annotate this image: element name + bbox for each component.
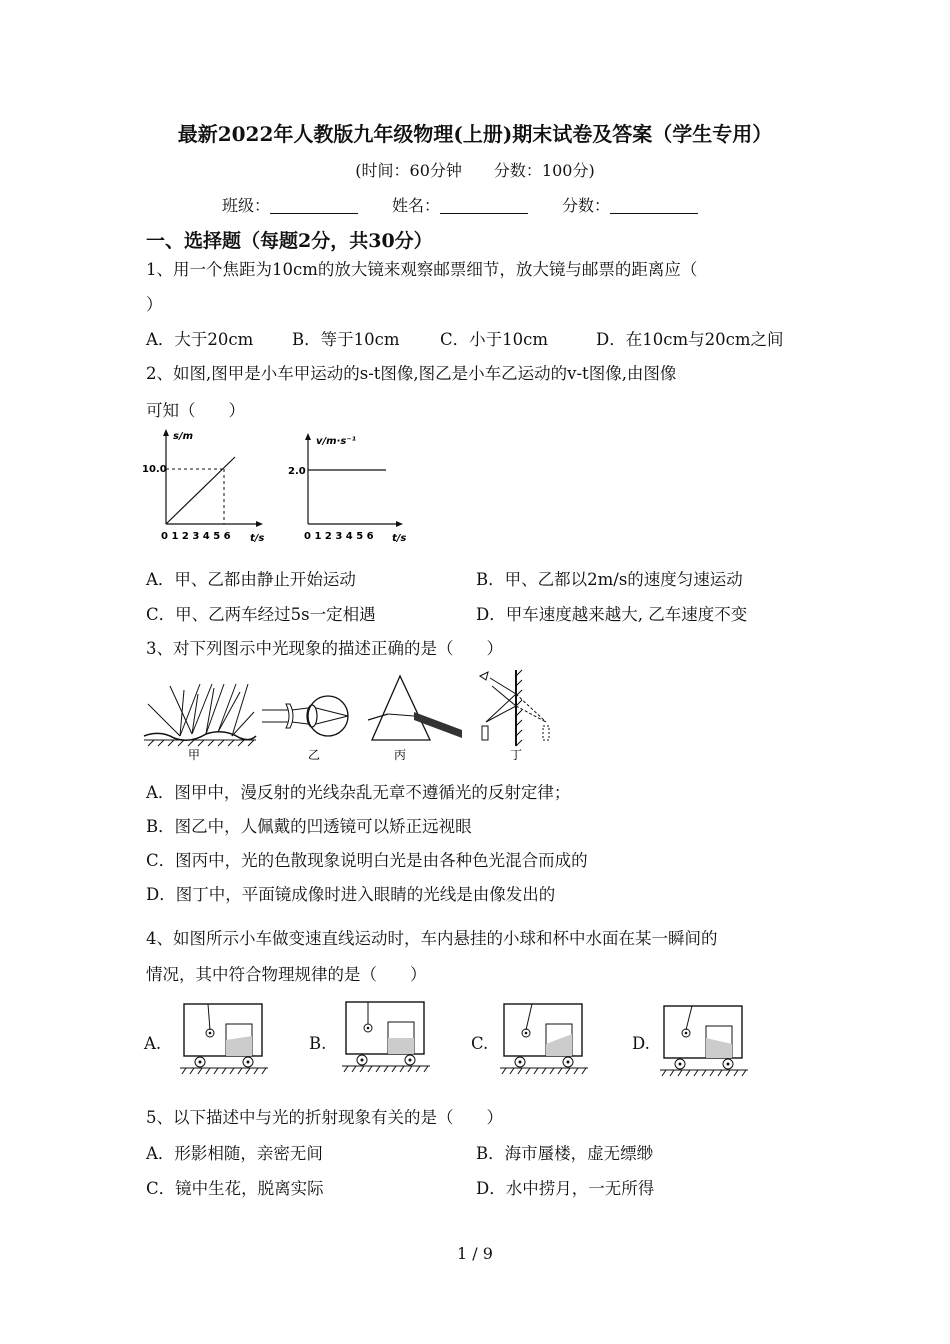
q2-graphs <box>140 424 410 548</box>
class-label: 班级： <box>222 196 271 215</box>
q1-stem-line1: 1、用一个焦距为10cm的放大镜来观察邮票细节，放大镜与邮票的距离应（ <box>146 260 698 279</box>
section-heading: 一、选择题（每题2分，共30分） <box>146 230 433 252</box>
q4-option-c-letter[interactable]: C. <box>471 1034 489 1053</box>
q4-option-b-letter[interactable]: B. <box>309 1034 327 1053</box>
vt-yvalue: 2.0 <box>288 466 306 477</box>
q5-stem: 5、以下描述中与光的折射现象有关的是（ ） <box>146 1108 503 1127</box>
score-blank[interactable] <box>610 197 698 214</box>
vt-xlabel: t/s <box>392 533 407 544</box>
page-title: 最新2022年人教版九年级物理(上册)期末试卷及答案（学生专用） <box>177 122 773 146</box>
page-number: 1 / 9 <box>457 1244 493 1263</box>
label-yi: 乙 <box>308 748 321 762</box>
vt-graph <box>288 433 406 544</box>
q5-option-c[interactable]: C．镜中生花，脱离实际 <box>146 1179 324 1198</box>
fig-prism <box>368 676 462 762</box>
q2-option-d[interactable]: D．甲车速度越来越大, 乙车速度不变 <box>476 605 748 624</box>
q3-option-d[interactable]: D．图丁中，平面镜成像时进入眼睛的光线是由像发出的 <box>146 885 556 904</box>
exam-time-score: (时间：60分钟 分数：100分) <box>355 161 595 180</box>
label-bing: 丙 <box>394 748 407 762</box>
q4-cart-a <box>178 1000 270 1078</box>
q2-stem-line1: 2、如图,图甲是小车甲运动的s-t图像,图乙是小车乙运动的v-t图像,由图像 <box>146 364 677 383</box>
q2-option-c[interactable]: C．甲、乙两车经过5s一定相遇 <box>146 605 376 624</box>
fig-eye-lens <box>262 696 348 762</box>
st-graph <box>142 429 264 544</box>
st-xticks: 0 1 2 3 4 5 6 <box>161 531 231 542</box>
score-label: 分数： <box>562 196 611 215</box>
q4-cart-d <box>658 1002 750 1080</box>
st-xlabel: t/s <box>250 533 265 544</box>
q3-light-figures <box>140 666 560 766</box>
fig-diffuse-reflection <box>144 684 256 762</box>
st-yvalue: 10.0 <box>142 464 167 475</box>
q1-option-d[interactable]: D．在10cm与20cm之间 <box>596 330 784 349</box>
q5-option-a[interactable]: A．形影相随，亲密无间 <box>146 1144 323 1163</box>
name-label: 姓名： <box>392 196 441 215</box>
q3-option-c[interactable]: C．图丙中，光的色散现象说明白光是由各种色光混合而成的 <box>146 851 588 870</box>
vt-xticks: 0 1 2 3 4 5 6 <box>304 531 374 542</box>
q2-option-a[interactable]: A．甲、乙都由静止开始运动 <box>146 570 356 589</box>
q4-stem-line2: 情况，其中符合物理规律的是（ ） <box>146 965 427 984</box>
q5-option-b[interactable]: B．海市蜃楼，虚无缥缈 <box>476 1144 654 1163</box>
student-info-fields <box>222 193 698 216</box>
q4-option-d-letter[interactable]: D. <box>632 1034 650 1053</box>
label-jia: 甲 <box>188 748 201 762</box>
q1-option-c[interactable]: C．小于10cm <box>440 330 549 349</box>
fig-plane-mirror <box>480 670 549 762</box>
q2-stem-line2: 可知（ ） <box>146 401 245 420</box>
q1-option-b[interactable]: B．等于10cm <box>292 330 400 349</box>
q4-cart-c <box>498 1000 590 1078</box>
q4-stem-line1: 4、如图所示小车做变速直线运动时，车内悬挂的小球和杯中水面在某一瞬间的 <box>146 929 718 948</box>
q3-option-a[interactable]: A．图甲中，漫反射的光线杂乱无章不遵循光的反射定律； <box>146 783 571 802</box>
q3-option-b[interactable]: B．图乙中，人佩戴的凹透镜可以矫正远视眼 <box>146 817 472 836</box>
name-blank[interactable] <box>440 197 528 214</box>
q1-option-a[interactable]: A．大于20cm <box>146 330 254 349</box>
vt-ylabel: v/m·s⁻¹ <box>316 436 356 447</box>
q3-stem: 3、对下列图示中光现象的描述正确的是（ ） <box>146 639 503 658</box>
class-blank[interactable] <box>270 197 358 214</box>
st-ylabel: s/m <box>173 431 194 442</box>
q1-stem-line2: ） <box>146 295 163 314</box>
q4-option-a-letter[interactable]: A. <box>144 1034 162 1053</box>
label-ding: 丁 <box>510 748 523 762</box>
q2-option-b[interactable]: B．甲、乙都以2m/s的速度匀速运动 <box>476 570 743 589</box>
q5-option-d[interactable]: D．水中捞月，一无所得 <box>476 1179 655 1198</box>
q4-cart-b <box>340 998 432 1076</box>
